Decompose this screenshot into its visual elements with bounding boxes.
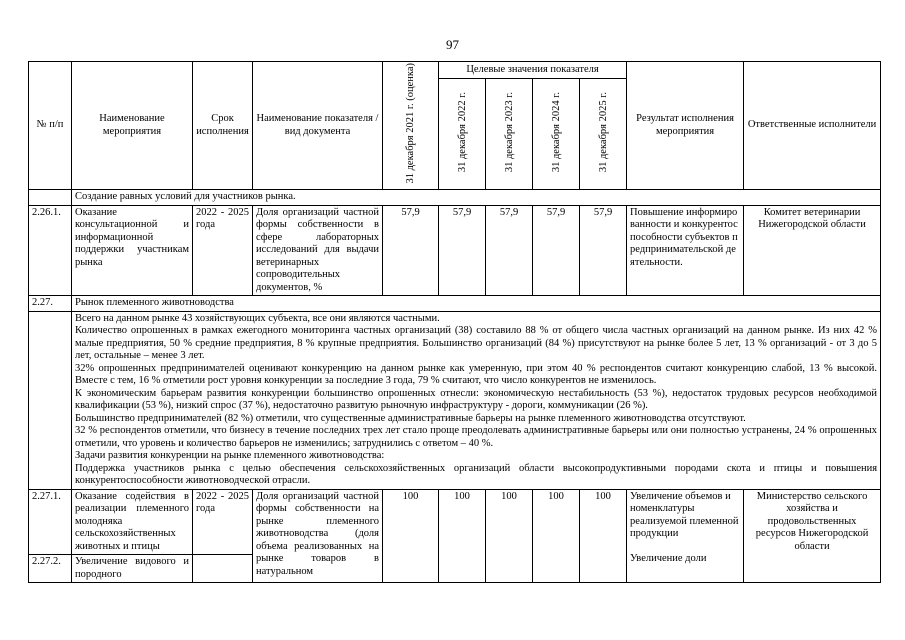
- header-indicator: Наименование показателя / вид документа: [253, 62, 383, 190]
- header-2021-text: 31 декабря 2021 г. (оценка): [405, 63, 416, 184]
- header-2024: [533, 79, 580, 190]
- header-2022: [439, 79, 486, 190]
- row-2261-name: Оказание консультационной и информационной поддержки участникам рынка: [72, 205, 193, 296]
- header-2021: [383, 62, 439, 190]
- paragraph-8: Поддержка участников рынка с целью обеспечения сельскохозяйственных организаций области высокопродуктивными породами скота и птицы и повышения конкурентоспособности животноводческой отрасли.: [75, 462, 878, 487]
- row-2261-v2025: 57,9: [580, 205, 627, 296]
- row-2261-resp: Комитет ветеринарии Нижегородской области: [744, 205, 881, 296]
- market-description: [72, 311, 881, 489]
- paragraph-5: Большинство предпринимателей (82 %) отметили, что существенные административные барьеры на рынке племенного животноводства отсутствуют.: [75, 412, 746, 424]
- paragraph-2: Количество опрошенных в рамках ежегодного мониторинга частных организаций (38) составило 88 % от общего числа частных организаций на данном рынке. Из них 42 % малые предприятия, 50 % средние предприятия, 8 % крупные предприятия. Большинство организаций (84 %) присутствуют на рынке более 5 лет, 13 % организаций - от 3 до 5 лет, остальные – менее 3 лет.: [75, 325, 878, 362]
- section-227-title: Рынок племенного животноводства: [72, 296, 881, 312]
- header-2023: [486, 79, 533, 190]
- header-term: Срок исполнения: [193, 62, 253, 190]
- row-2271-indicator: Доля организаций частной формы собственности на рынке племенного животноводства (доля объема реализованных на рынке товаров в натуральном: [253, 489, 383, 583]
- section-227-num: 2.27.: [29, 296, 72, 312]
- header-2025-text: 31 декабря 2025 г.: [597, 91, 609, 172]
- row-2261-term: 2022 - 2025 года: [193, 205, 253, 296]
- header-result: Результат исполнения мероприятия: [627, 62, 744, 190]
- table-row-2-26-1: [29, 205, 881, 296]
- row-2271-result-text: Увеличение объемов и номенклатуры реализуемой племенной продукции: [630, 490, 739, 540]
- section-equal-title: Создание равных условий для участников рынка.: [72, 190, 881, 206]
- page-number: 97: [446, 37, 459, 52]
- row-2271-v2021: 100: [383, 489, 439, 583]
- header-2025: [580, 79, 627, 190]
- section-equal-num-cell: [29, 190, 72, 206]
- row-2271-v2024: 100: [533, 489, 580, 583]
- row-2271-num: [29, 489, 72, 555]
- header-2022-text: 31 декабря 2022 г.: [456, 91, 468, 172]
- row-2261-v2021: 57,9: [383, 205, 439, 296]
- row-2271-v2025: 100: [580, 489, 627, 583]
- row-2271-resp: Министерство сельского хозяйства и продовольственных ресурсов Нижегородской области: [744, 489, 881, 583]
- row-2261-result: Повышение информированности и конкурентоспособности субъектов предпринимательской деятельности.: [627, 205, 744, 296]
- row-2271-term: 2022 - 2025 года: [193, 489, 253, 555]
- row-2271-num-text: 2.27.1.: [32, 490, 61, 502]
- paragraph-3: 32% опрошенных предпринимателей оценивают конкуренцию на данном рынке как умеренную, при этом 40 % респондентов считают конкуренцию слабой, 13 % высокой. Вместе с тем, 16 % отметили рост уровня конкуренции за последние 3 года, 79 % считают, что число конкурентов не изменилось.: [75, 362, 878, 387]
- row-2271-v2023: 100: [486, 489, 533, 583]
- header-resp: Ответственные исполнители: [744, 62, 881, 190]
- measures-table: [28, 61, 881, 583]
- row-2272-name: Увеличение видового и породного: [72, 555, 193, 583]
- paragraphs-num-cell: [29, 311, 72, 489]
- row-2261-v2022: 57,9: [439, 205, 486, 296]
- header-num: № п/п: [29, 62, 72, 190]
- table-row-2-27-1: [29, 489, 881, 555]
- paragraph-6: 32 % респондентов отметили, что бизнесу в течение последних трех лет стало проще преодолевать административные барьеры или они полностью устранены, 24 % опрошенных отметили, что уровень и количество барьеров не изменились; затруднились с ответом – 40 %.: [75, 425, 878, 449]
- header-2024-text: 31 декабря 2024 г.: [550, 91, 562, 172]
- row-2272-num: 2.27.2.: [29, 555, 72, 583]
- row-2271-name-text: Оказание содействия в реализации племенного молодняка сельскохозяйственных животных и птицы: [75, 490, 189, 552]
- paragraph-7: Задачи развития конкуренции на рынке племенного животноводства:: [75, 450, 385, 462]
- row-2272-term: [193, 555, 253, 583]
- paragraph-4: К экономическим барьерам развития конкуренции большинство опрошенных отнесли: экономическую нестабильность (53 %), недостаток трудовых ресурсов необходимой квалификации (53 %), низкий спрос (37 %), недостаточно развитую рыночную инфраструктуру - дороги, коммуникации (26 %).: [75, 387, 878, 412]
- row-2261-indicator: Доля организаций частной формы собственности в сфере лабораторных исследований для выдачи ветеринарных сопроводительных документов, %: [253, 205, 383, 296]
- header-target-group: Целевые значения показателя: [439, 62, 627, 79]
- row-2271-result: [627, 489, 744, 583]
- row-2261-v2024: 57,9: [533, 205, 580, 296]
- row-2271-name: [72, 489, 193, 555]
- header-2023-text: 31 декабря 2023 г.: [503, 91, 515, 172]
- paragraph-1: Всего на данном рынке 43 хозяйствующих субъекта, все они являются частными.: [75, 312, 440, 324]
- row-2261-v2023: 57,9: [486, 205, 533, 296]
- row-2261-num: 2.26.1.: [29, 205, 72, 296]
- header-name: Наименование мероприятия: [72, 62, 193, 190]
- row-2272-result-text: Увеличение доли: [630, 552, 707, 564]
- row-2271-v2022: 100: [439, 489, 486, 583]
